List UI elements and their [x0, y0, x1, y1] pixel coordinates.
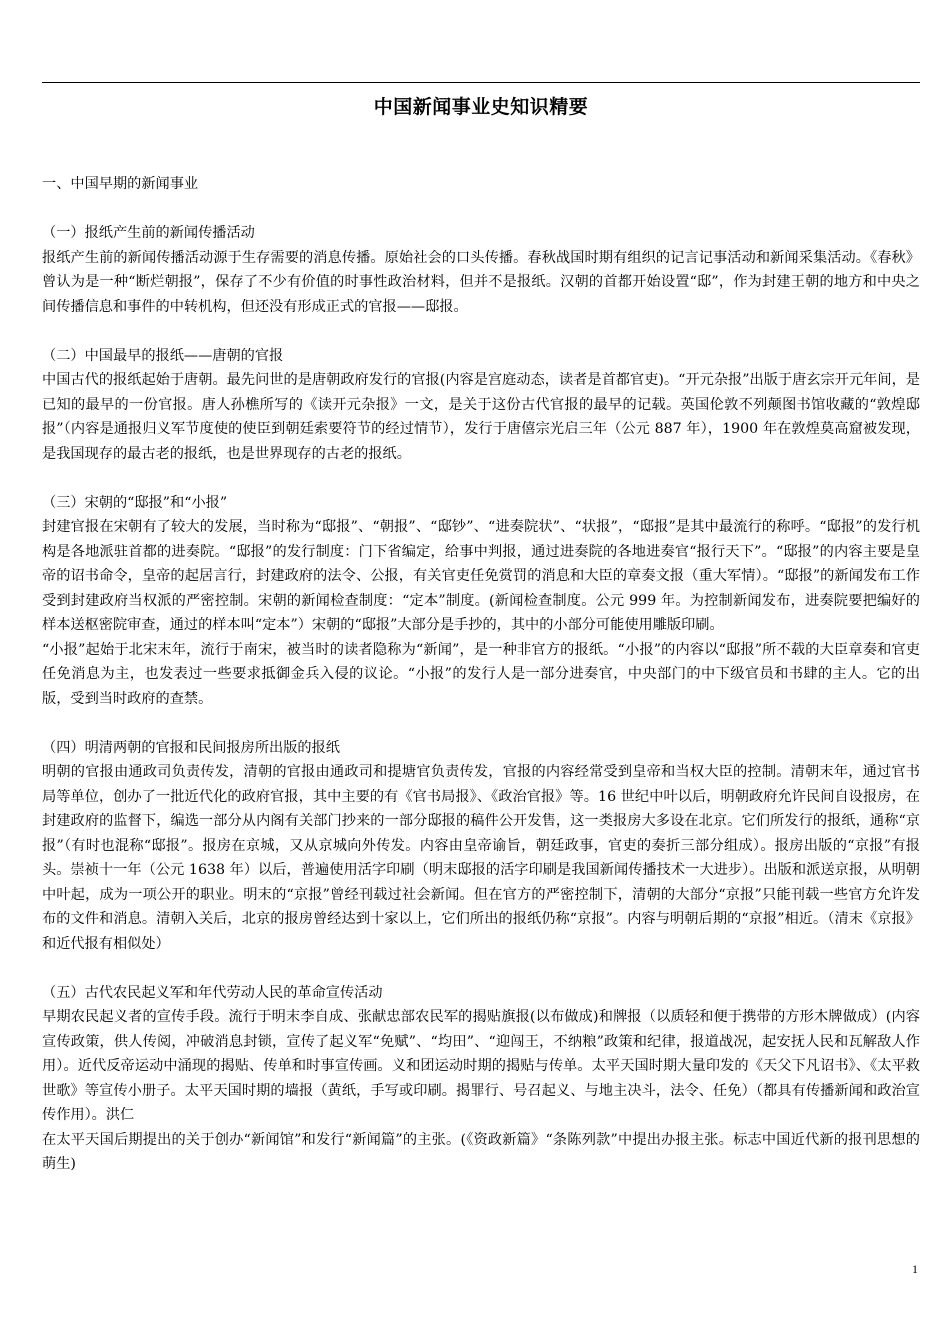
- section-heading-3: （三）宋朝的“邸报”和“小报”: [42, 494, 228, 511]
- section-heading-5: （五）古代农民起义军和年代劳动人民的革命宣传活动: [42, 984, 383, 1001]
- part-heading: 一、中国早期的新闻事业: [42, 176, 199, 192]
- document-body: [42, 172, 920, 1177]
- section-5-paragraph-1: 早期农民起义者的宣传手段。流行于明末李自成、张献忠部农民军的揭贴旗报(以布做成)和牌报（以质轻和便于携带的方形木牌做成）(内容宣传政策，供人传阅，冲破消息封锁，宣传了起义军“免赋”、“均田”、“迎闯王，不纳粮”政策和纪律，报道战况，起安抚人民和瓦解敌人作用）。近代反帝运动中涌现的揭贴、传单和时事宣传画。义和团运动时期的揭贴与传单。太平天国时期大量印发的《天父下凡诏书》、《太平救世歌》等宣传小册子。太平天国时期的墙报（黄纸，手写或印刷。揭罪行、号召起义、与地主决斗，法令、任免）（都具有传播新闻和政治宣传作用）。洪仁: [42, 1009, 920, 1123]
- section-3-paragraph-1: 封建官报在宋朝有了较大的发展，当时称为“邸报”、“朝报”、“邸钞”、“进奏院状”、“状报”，“邸报”是其中最流行的称呼。“邸报”的发行机构是各地派驻首都的进奏院。“邸报”的发行制度：门下省编定，给事中判报，通过进奏院的各地进奏官“报行天下”。“邸报”的内容主要是皇帝的诏书命令，皇帝的起居言行，封建政府的法令、公报，有关官吏任免赏罚的消息和大臣的章奏文报（重大军情）。“邸报”的新闻发布工作受到封建政府当权派的严密控制。宋朝的新闻检查制度：“定本”制度。(新闻检查制度。公元 999 年。为控制新闻发布，进奏院要把编好的样本送枢密院审查，通过的样本叫“定本”）宋朝的“邸报”大部分是手抄的，其中的小部分可能使用雕版印刷。: [42, 519, 920, 633]
- section-heading-1: （一）报纸产生前的新闻传播活动: [42, 225, 255, 241]
- section-5-paragraph-2: 在太平天国后期提出的关于创办“新闻馆”和发行“新闻篇”的主张。(《资政新篇》“条陈列款”中提出办报主张。标志中国近代新的报刊思想的萌生): [42, 1131, 920, 1172]
- section-heading-4: （四）明清两朝的官报和民间报房所出版的报纸: [42, 739, 340, 756]
- page-title: 中国新闻事业史知识精要: [373, 96, 589, 118]
- section-4-paragraph: 明朝的官报由通政司负责传发，清朝的官报由通政司和提塘官负责传发，官报的内容经常受到皇帝和当权大臣的控制。清朝末年，通过官书局等单位，创办了一批近代化的政府官报，其中主要的有《官书局报》、《政治官报》等。16 世纪中叶以后，明朝政府允许民间自设报房，在封建政府的监督下，编选一部分从内阁有关部门抄来的一部分邸报的稿件公开发售，这一类报房大多设在北京。它们所发行的报纸，通称“京报”（有时也混称“邸报”。报房在京城，又从京城向外传发。内容由皇帝谕旨，朝廷政事，官吏的奏折三部分组成）。报房出版的“京报”有报头。崇祯十一年（公元 1638 年）以后，普遍使用活字印刷（明末邸报的活字印刷是我国新闻传播技术一大进步）。出版和派送京报，从明朝中叶起，成为一项公开的职业。明末的“京报”曾经刊载过社会新闻。但在官方的严密控制下，清朝的大部分“京报”只能刊载一些官方允许发布的文件和消息。清朝入关后，北京的报房曾经达到十家以上，它们所出的报纸仍称“京报”。内容与明朝后期的“京报”相近。（清末《京报》和近代报有相似处）: [42, 764, 920, 952]
- section-2-paragraph: 中国古代的报纸起始于唐朝。最先问世的是唐朝政府发行的官报(内容是宫庭动态，读者是首都官吏)。“开元杂报”出版于唐玄宗开元年间，是已知的最早的一份官报。唐人孙樵所写的《读开元杂报》一文，是关于这份古代官报的最早的记载。英国伦敦不列颠图书馆收藏的“敦煌邸报”（内容是通报归义军节度使的使臣到朝廷索要符节的经过情节），发行于唐僖宗光启三年（公元 887 年），1900 年在敦煌莫高窟被发现，是我国现存的最古老的报纸，也是世界现存的古老的报纸。: [42, 372, 920, 462]
- header-rule: [42, 82, 920, 83]
- section-heading-2: （二）中国最早的报纸——唐朝的官报: [42, 347, 284, 364]
- page-number: 1: [912, 1262, 918, 1276]
- section-1-paragraph: 报纸产生前的新闻传播活动源于生存需要的消息传播。原始社会的口头传播。春秋战国时期有组织的记言记事活动和新闻采集活动。《春秋》曾认为是一种“断烂朝报”，保存了不少有价值的时事性政治材料，但并不是报纸。汉朝的首都开始设置“邸”，作为封建王朝的地方和中央之间传播信息和事件的中转机构，但还没有形成正式的官报——邸报。: [42, 249, 920, 315]
- section-3-paragraph-2: “小报”起始于北宋末年，流行于南宋，被当时的读者隐称为“新闻”，是一种非官方的报纸。“小报”的内容以“邸报”所不载的大臣章奏和官吏任免消息为主，也发表过一些要求抵御金兵入侵的议论。“小报”的发行人是一部分进奏官，中央部门的中下级官员和书肆的主人。它的出版，受到当时政府的查禁。: [42, 641, 920, 707]
